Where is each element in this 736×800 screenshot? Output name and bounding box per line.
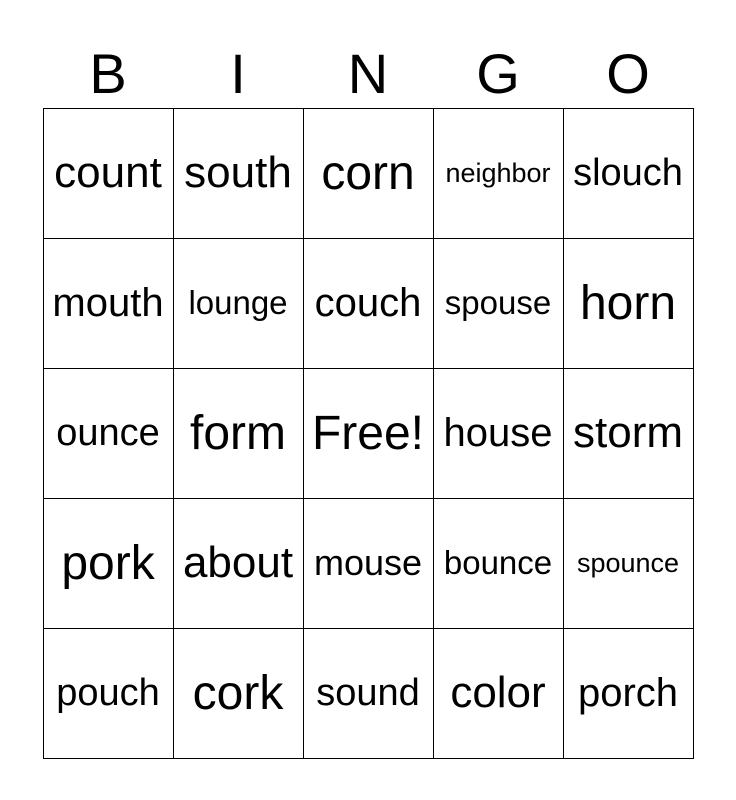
bingo-cell	[43, 108, 174, 239]
bingo-cell	[433, 108, 564, 239]
bingo-cell	[43, 498, 174, 629]
header-letter-b: B	[89, 42, 127, 105]
header-letter-g: G	[476, 42, 520, 105]
cell-word: slouch	[573, 151, 683, 194]
bingo-cell	[43, 628, 174, 759]
cell-word: ounce	[56, 411, 160, 454]
bingo-cell	[303, 628, 434, 759]
cell-word: count	[54, 148, 162, 197]
bingo-cell	[173, 368, 304, 499]
bingo-cell	[563, 628, 694, 759]
bingo-cell	[173, 238, 304, 369]
bingo-cell	[173, 628, 304, 759]
cell-word: form	[190, 406, 286, 460]
bingo-cell	[563, 108, 694, 239]
header-letter-n: N	[347, 42, 389, 105]
cell-word: corn	[321, 146, 415, 200]
bingo-cell	[43, 368, 174, 499]
cell-word: spounce	[576, 547, 680, 578]
cell-word: pouch	[56, 671, 160, 714]
cell-word: color	[450, 668, 546, 717]
cell-word: spouse	[444, 284, 552, 321]
cell-word: couch	[314, 280, 422, 325]
cell-word: bounce	[443, 544, 553, 581]
cell-word: storm	[573, 408, 683, 457]
cell-word: mouth	[52, 280, 164, 325]
cell-word: horn	[579, 276, 677, 330]
header-letter-o: O	[606, 42, 650, 105]
bingo-cell	[433, 368, 564, 499]
bingo-cell	[563, 238, 694, 369]
bingo-cell	[173, 498, 304, 629]
bingo-cell	[433, 238, 564, 369]
bingo-cell	[433, 628, 564, 759]
bingo-cell	[563, 368, 694, 499]
bingo-header	[43, 40, 693, 108]
cell-word: sound	[316, 671, 420, 714]
bingo-cell	[303, 238, 434, 369]
header-letter-i: I	[230, 42, 246, 105]
bingo-cell	[43, 238, 174, 369]
bingo-cell	[563, 498, 694, 629]
cell-word: south	[184, 148, 292, 197]
bingo-cell	[303, 498, 434, 629]
cell-word: neighbor	[445, 157, 551, 188]
cell-word: house	[443, 410, 553, 455]
cell-word: pork	[61, 536, 155, 590]
cell-word: porch	[577, 670, 679, 715]
free-space-cell	[303, 368, 434, 499]
cell-word: mouse	[313, 542, 423, 583]
bingo-cell	[303, 108, 434, 239]
bingo-cell	[433, 498, 564, 629]
cell-word: Free!	[311, 406, 425, 460]
cell-word: cork	[192, 666, 284, 720]
cell-word: about	[182, 538, 294, 587]
bingo-cell	[173, 108, 304, 239]
bingo-grid	[43, 108, 693, 758]
cell-word: lounge	[188, 284, 288, 321]
